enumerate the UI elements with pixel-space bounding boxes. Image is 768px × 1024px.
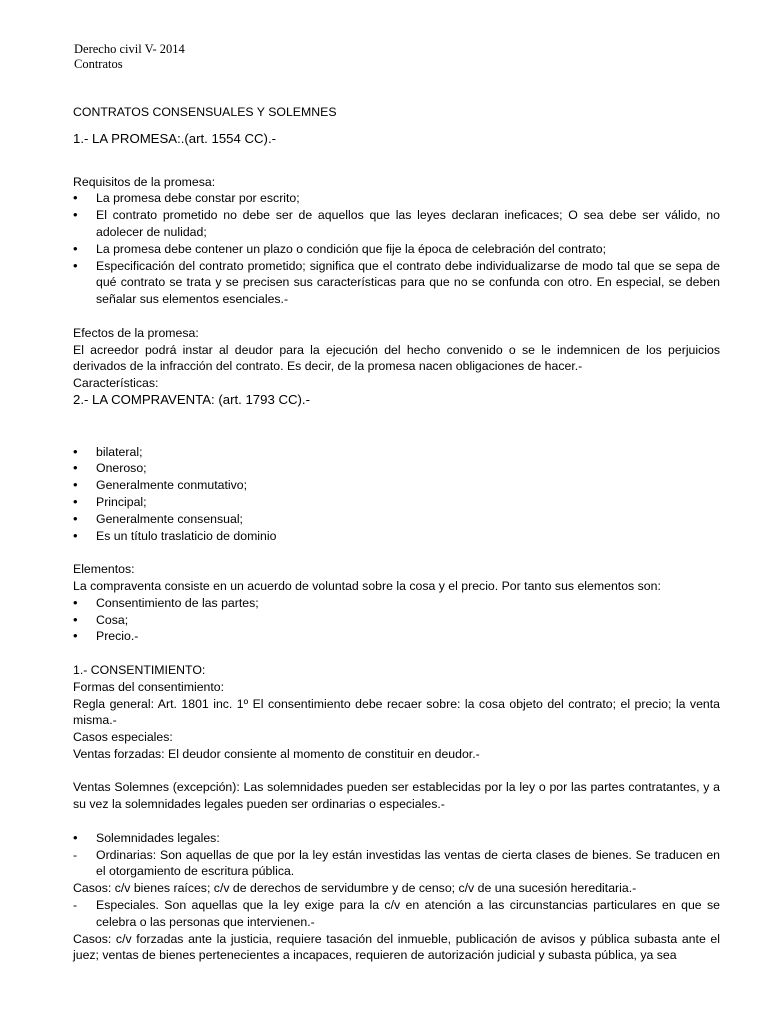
list-item: • Precio.- <box>73 628 720 645</box>
ordinarias-label: Ordinarias: <box>96 847 157 862</box>
document-body <box>73 104 720 964</box>
list-item <box>73 847 720 881</box>
ordinarias-list <box>73 847 720 881</box>
list-item: • bilateral; <box>73 444 720 461</box>
list-item: • Generalmente consensual; <box>73 511 720 528</box>
list-item: • Especificación del contrato prometido; significa que el contrato debe individualizarse de modo tal que se sepa de qué contrato se trata y se precisen sus características para que no se confunda con otro. En especial, se deben señalar sus elementos esenciales.- <box>73 258 720 308</box>
ventas-solemnes <box>73 779 720 813</box>
list-item: • La promesa debe constar por escrito; <box>73 190 720 207</box>
formas-title: Formas del consentimiento: <box>73 679 225 694</box>
compraventa-heading-label: 2.- LA COMPRAVENTA: <box>73 391 215 407</box>
list-item: • El contrato prometido no debe ser de aquellos que las leyes declaran ineficaces; O sea debe ser válido, no adolecer de nulidad; <box>73 207 720 241</box>
requisitos-list <box>73 190 720 308</box>
regla-general <box>73 696 720 730</box>
caracteristicas-title: Características: <box>73 376 159 391</box>
document-title: CONTRATOS CONSENSUALES Y SOLEMNES <box>73 105 337 119</box>
especiales-label: Especiales. <box>96 898 159 913</box>
list-item <box>73 897 720 931</box>
efectos-text: El acreedor podrá instar al deudor para la ejecución del hecho convenido o se le indemnicen de los perjuicios derivados de la infracción del contrato. Es decir, de la promesa nacen obligaciones de hacer.- <box>73 342 720 374</box>
regla-general-text: Art. 1801 inc. 1º El consentimiento debe recaer sobre: la cosa objeto del contrato; el precio; la venta misma.- <box>73 696 720 728</box>
promesa-heading-label: 1.- LA PROMESA: <box>73 130 181 146</box>
list-item: • Cosa; <box>73 612 720 629</box>
compraventa-heading-article: (art. 1793 CC).- <box>214 391 310 407</box>
ventas-solemnes-label: Ventas Solemnes (excepción): <box>73 780 240 795</box>
header-subject: Contratos <box>74 57 123 71</box>
promesa-heading-article: .(art. 1554 CC).- <box>180 130 277 146</box>
list-item: • La promesa debe contener un plazo o condición que fije la época de celebración del contrato; <box>73 241 720 258</box>
efectos-title: Efectos de la promesa: <box>73 325 199 340</box>
especiales-text: Son aquellas que la ley exige para la c/v en atención a las circunstancias particulares en que se celebra o las personas que intervienen.- <box>96 898 720 929</box>
elementos-text: La compraventa consiste en un acuerdo de voluntad sobre la cosa y el precio. Por tanto sus elementos son: <box>73 578 661 593</box>
list-item: • Oneroso; <box>73 460 720 477</box>
elementos-title: Elementos: <box>73 562 135 577</box>
list-item: • Generalmente conmutativo; <box>73 477 720 494</box>
casos-especiales: Casos: c/v forzadas ante la justicia, requiere tasación del inmueble, publicación de avisos y pública subasta ante el juez; ventas de bienes pertenecientes a incapaces, requieren de autorización judicial y subasta pública, ya sea <box>73 931 720 963</box>
ordinarias-text: Son aquellas de que por la ley están investidas las ventas de cierta clases de bienes. Se traducen en el otorgamiento de escritura pública. <box>96 847 720 879</box>
page-header <box>74 42 185 72</box>
promesa-heading <box>73 131 720 148</box>
list-item: • Solemnidades legales: <box>73 830 720 847</box>
casos-especiales-title: Casos especiales: <box>73 730 173 745</box>
solemnidades-list <box>73 830 720 847</box>
requisitos-title: Requisitos de la promesa: <box>73 174 216 189</box>
elementos-list <box>73 595 720 645</box>
list-item: • Principal; <box>73 494 720 511</box>
header-course: Derecho civil V- 2014 <box>74 42 185 56</box>
ventas-forzadas: Ventas forzadas: El deudor consiente al momento de constituir en deudor.- <box>73 746 480 761</box>
ventas-solemnes-text: Las solemnidades pueden ser establecidas por la ley o por las partes contratantes, y a su vez la solemnidades legales pueden ser ordinarias o especiales.- <box>73 780 721 812</box>
casos-ordinarias: Casos: c/v bienes raíces; c/v de derechos de servidumbre y de censo; c/v de una sucesión hereditaria.- <box>73 881 637 896</box>
list-item: • Es un título traslaticio de dominio <box>73 528 720 545</box>
consentimiento-title: 1.- CONSENTIMIENTO: <box>73 662 206 677</box>
compraventa-heading <box>73 392 720 409</box>
especiales-list <box>73 897 720 931</box>
list-item: • Consentimiento de las partes; <box>73 595 720 612</box>
regla-general-label: Regla general: <box>73 696 155 711</box>
caracteristicas-list <box>73 444 720 545</box>
